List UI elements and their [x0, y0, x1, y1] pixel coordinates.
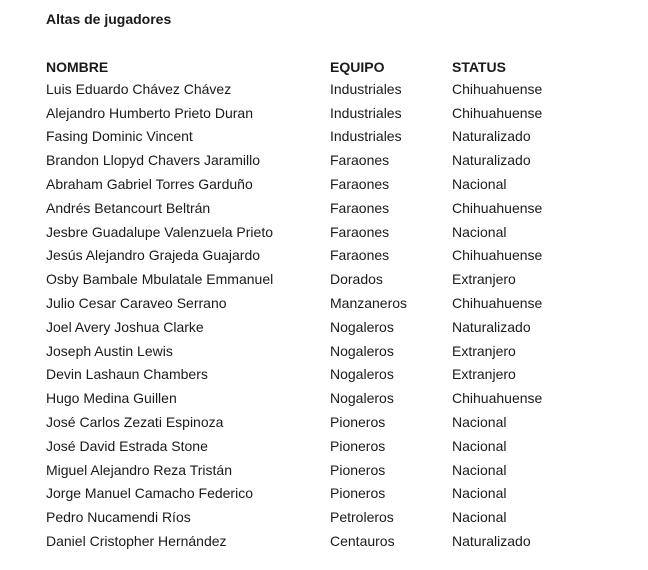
player-name: José David Estrada Stone	[46, 437, 208, 454]
player-status: Naturalizado	[452, 152, 531, 169]
table-row	[46, 482, 626, 506]
player-status: Extranjero	[452, 342, 516, 359]
table-row	[46, 315, 626, 339]
player-team: Centauros	[330, 533, 395, 550]
player-team: Nogaleros	[330, 318, 394, 335]
player-name: José Carlos Zezati Espinoza	[46, 414, 224, 431]
table-row	[46, 363, 626, 387]
player-team: Faraones	[330, 199, 390, 216]
player-team: Industriales	[330, 104, 402, 121]
player-status: Extranjero	[452, 366, 516, 383]
player-status: Nacional	[452, 176, 507, 193]
table-row	[46, 101, 626, 125]
player-team: Dorados	[330, 271, 383, 288]
player-name: Daniel Cristopher Hernández	[46, 533, 227, 550]
player-name: Fasing Dominic Vincent	[46, 128, 193, 145]
players-table	[46, 56, 626, 553]
player-name: Jesús Alejandro Grajeda Guajardo	[46, 247, 261, 264]
table-row	[46, 529, 626, 553]
player-name: Devin Lashaun Chambers	[46, 366, 208, 383]
player-status: Chihuahuense	[452, 247, 543, 264]
table-row	[46, 220, 626, 244]
player-team: Industriales	[330, 80, 402, 97]
player-status: Extranjero	[452, 271, 516, 288]
document-title: Altas de jugadores	[46, 11, 172, 27]
header-team: EQUIPO	[330, 58, 385, 75]
player-name: Hugo Medina Guillen	[46, 390, 177, 407]
player-name: Joel Avery Joshua Clarke	[46, 318, 204, 335]
header-name: NOMBRE	[46, 58, 109, 75]
table-row	[46, 434, 626, 458]
table-row	[46, 148, 626, 172]
player-team: Faraones	[330, 152, 390, 169]
player-name: Joseph Austin Lewis	[46, 342, 173, 359]
player-team: Manzaneros	[330, 295, 408, 312]
player-name: Andrés Betancourt Beltrán	[46, 199, 211, 216]
player-status: Nacional	[452, 461, 507, 478]
table-row	[46, 196, 626, 220]
player-team: Nogaleros	[330, 366, 394, 383]
player-status: Nacional	[452, 437, 507, 454]
player-status: Nacional	[452, 509, 507, 526]
player-team: Pioneros	[330, 461, 386, 478]
player-team: Petroleros	[330, 509, 394, 526]
header-status: STATUS	[452, 58, 506, 75]
player-team: Faraones	[330, 247, 390, 264]
player-name: Luis Eduardo Chávez Chávez	[46, 80, 232, 97]
table-row	[46, 339, 626, 363]
table-row	[46, 386, 626, 410]
table-row	[46, 291, 626, 315]
player-team: Pioneros	[330, 414, 386, 431]
player-name: Jorge Manuel Camacho Federico	[46, 485, 253, 502]
player-status: Nacional	[452, 485, 507, 502]
player-name: Alejandro Humberto Prieto Duran	[46, 104, 253, 121]
player-team: Pioneros	[330, 437, 386, 454]
player-status: Chihuahuense	[452, 390, 543, 407]
player-name: Osby Bambale Mbulatale Emmanuel	[46, 271, 274, 288]
table-row	[46, 505, 626, 529]
table-row	[46, 458, 626, 482]
table-row	[46, 267, 626, 291]
player-team: Industriales	[330, 128, 402, 145]
table-row	[46, 244, 626, 268]
player-status: Chihuahuense	[452, 199, 543, 216]
player-team: Faraones	[330, 176, 390, 193]
player-team: Faraones	[330, 223, 390, 240]
table-row	[46, 77, 626, 101]
table-header-row	[46, 56, 626, 77]
table-row	[46, 172, 626, 196]
player-name: Brandon Llopyd Chavers Jaramillo	[46, 152, 260, 169]
player-name: Miguel Alejandro Reza Tristán	[46, 461, 232, 478]
player-status: Naturalizado	[452, 318, 531, 335]
player-status: Chihuahuense	[452, 80, 543, 97]
player-status: Naturalizado	[452, 128, 531, 145]
player-team: Pioneros	[330, 485, 386, 502]
table-row	[46, 410, 626, 434]
player-name: Jesbre Guadalupe Valenzuela Prieto	[46, 223, 274, 240]
table-row	[46, 125, 626, 149]
player-status: Nacional	[452, 414, 507, 431]
player-name: Pedro Nucamendi Ríos	[46, 509, 191, 526]
player-status: Chihuahuense	[452, 104, 543, 121]
player-team: Nogaleros	[330, 390, 394, 407]
player-status: Chihuahuense	[452, 295, 543, 312]
player-status: Nacional	[452, 223, 507, 240]
player-name: Abraham Gabriel Torres Garduño	[46, 176, 253, 193]
player-name: Julio Cesar Caraveo Serrano	[46, 295, 227, 312]
player-status: Naturalizado	[452, 533, 531, 550]
player-team: Nogaleros	[330, 342, 394, 359]
